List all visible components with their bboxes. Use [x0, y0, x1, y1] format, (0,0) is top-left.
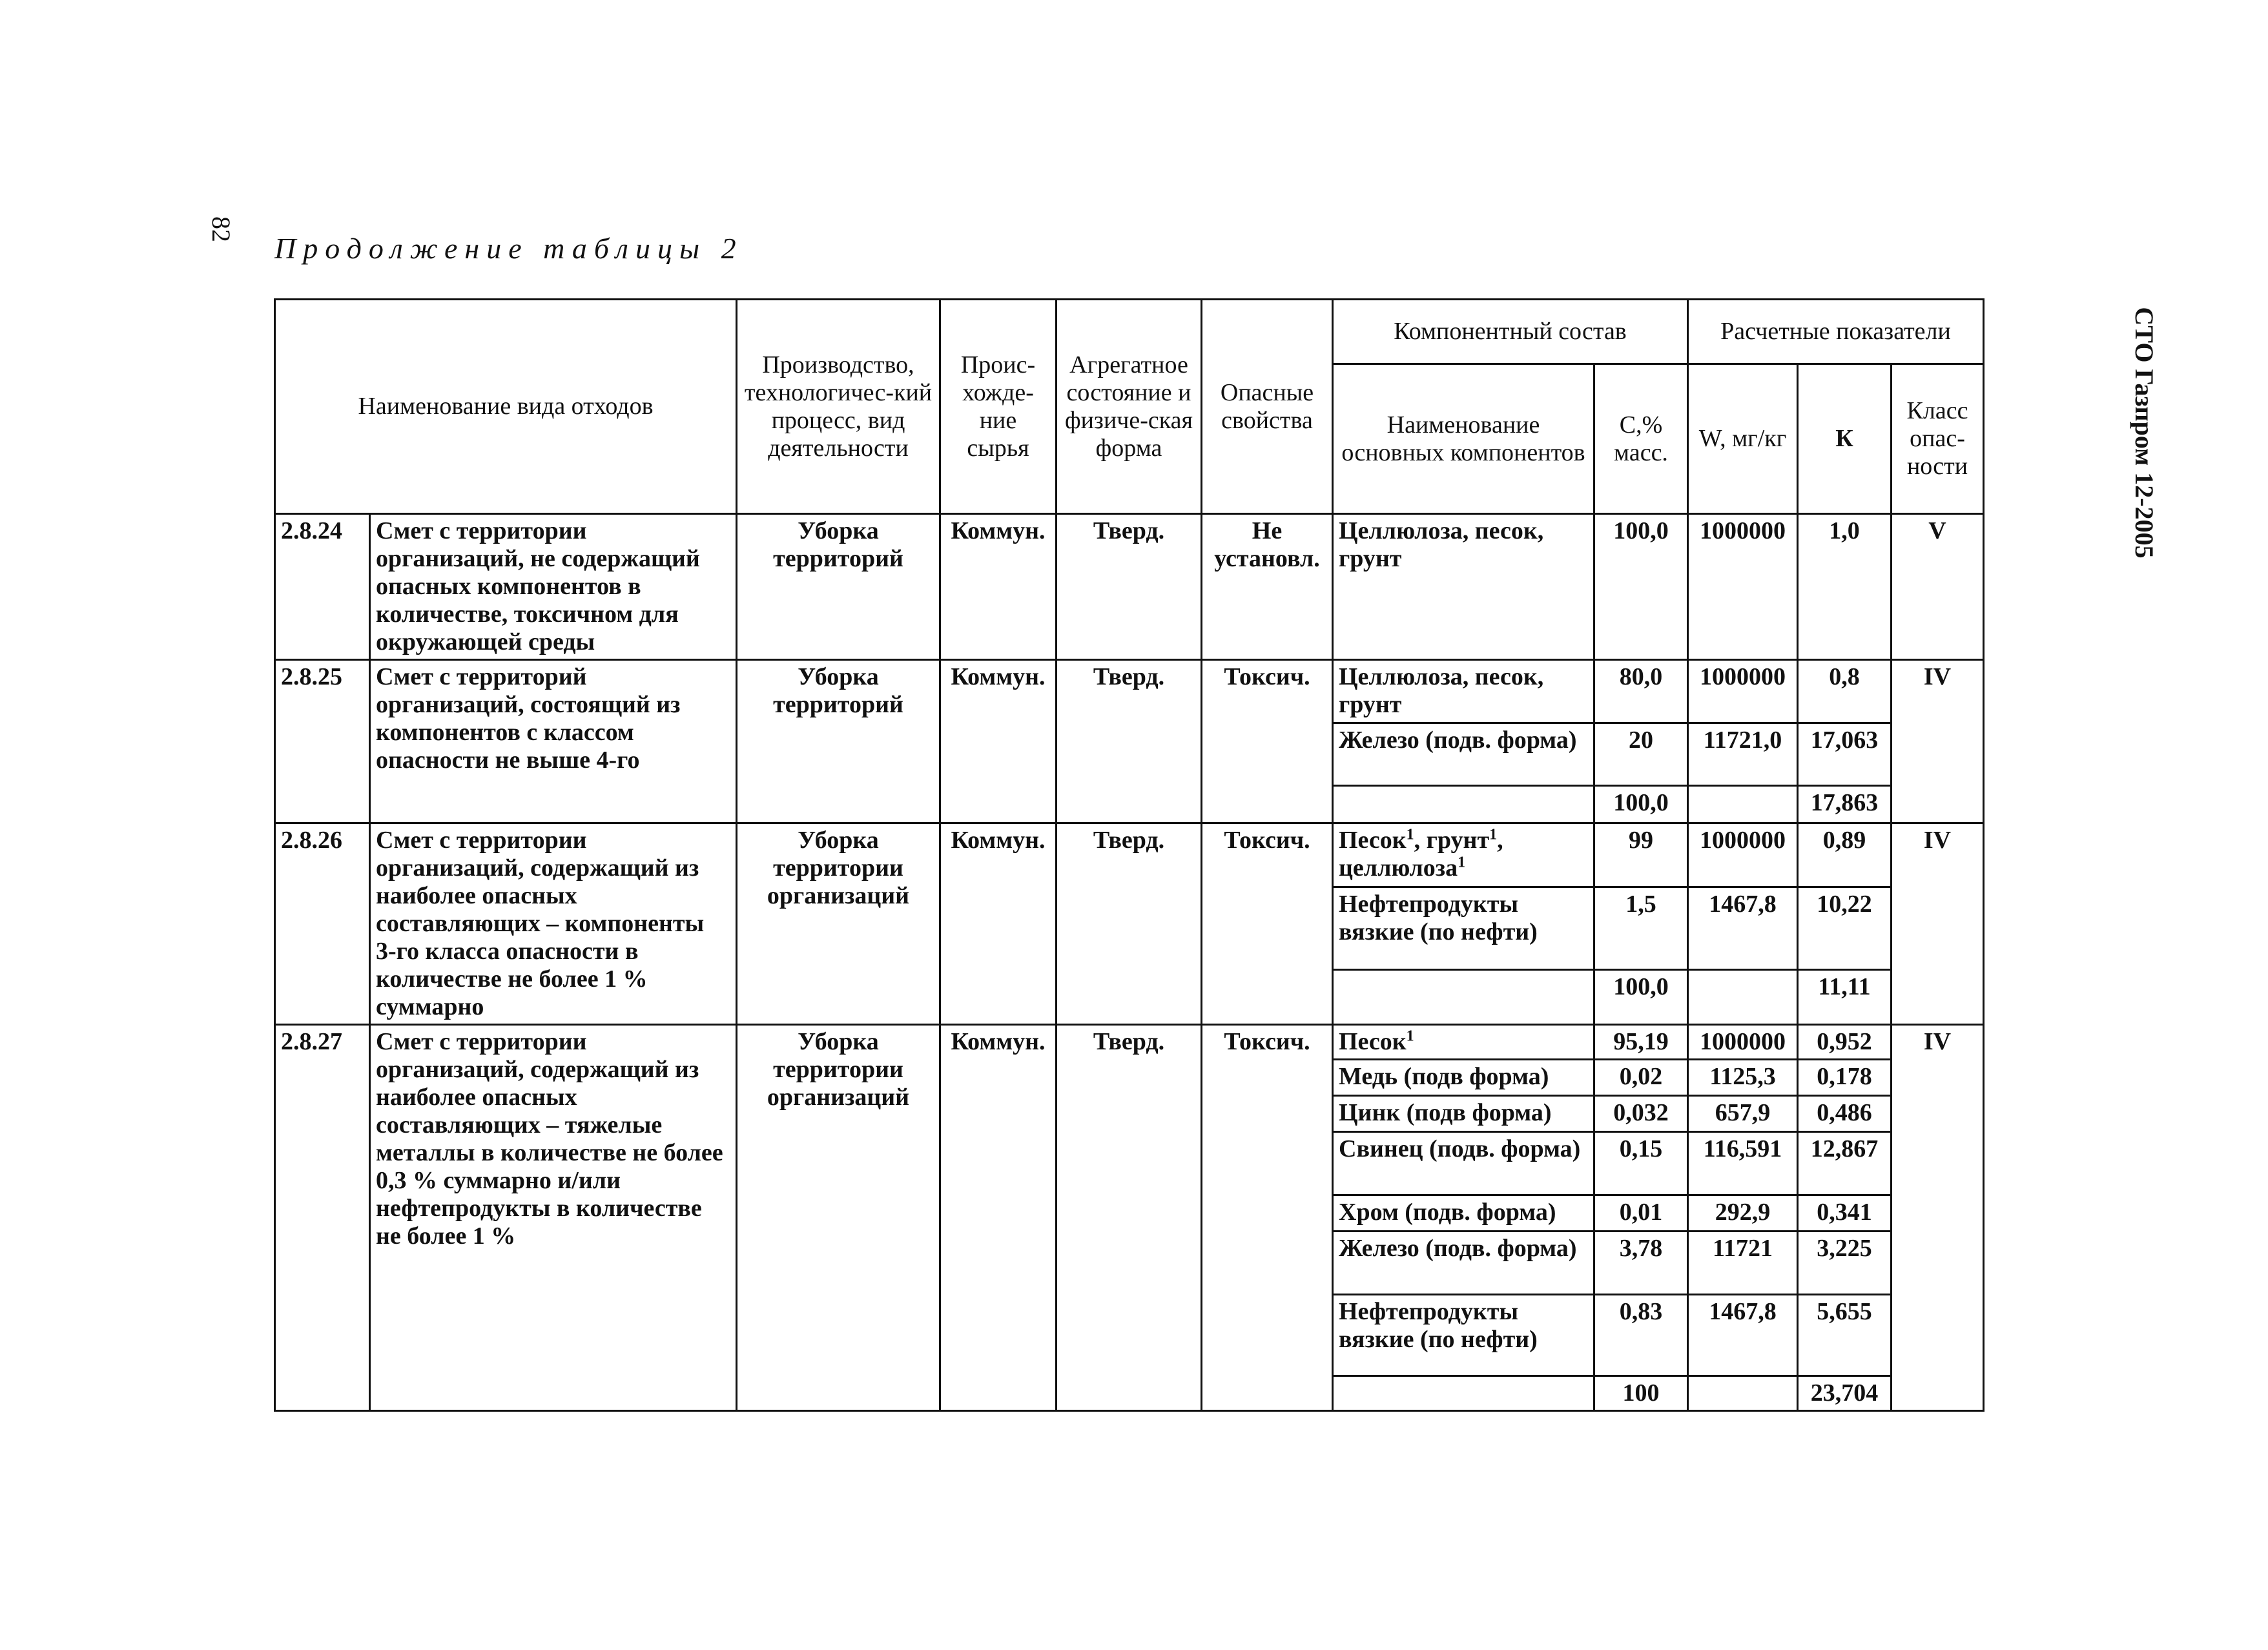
component-c: 100,0	[1594, 786, 1688, 823]
row-state: Тверд.	[1057, 823, 1202, 1025]
header-w: W, мг/кг	[1688, 364, 1798, 514]
row-state: Тверд.	[1057, 514, 1202, 660]
row-class: IV	[1892, 823, 1984, 1025]
component-name: Медь (подв форма)	[1333, 1060, 1594, 1096]
row-production: Уборка территории организаций	[737, 1025, 940, 1411]
component-w: 11721	[1688, 1232, 1798, 1295]
component-c: 1,5	[1594, 887, 1688, 969]
table-row	[275, 514, 1984, 660]
component-name	[1333, 969, 1594, 1024]
row-origin: Коммун.	[940, 823, 1057, 1025]
component-c: 0,02	[1594, 1060, 1688, 1096]
component-c: 99	[1594, 823, 1688, 887]
row-hazard: Токсич.	[1202, 823, 1333, 1025]
component-w: 1467,8	[1688, 887, 1798, 969]
component-name	[1333, 1376, 1594, 1411]
row-name: Смет с территорий организаций, состоящий из компонентов с классом опасности не выше 4-го	[370, 660, 737, 823]
component-name: Свинец (подв. форма)	[1333, 1132, 1594, 1195]
component-name: Целлюлоза, песок, грунт	[1333, 660, 1594, 723]
component-w: 1000000	[1688, 514, 1798, 660]
row-origin: Коммун.	[940, 1025, 1057, 1411]
row-state: Тверд.	[1057, 660, 1202, 823]
header-hazard: Опасные свойства	[1202, 300, 1333, 514]
component-k: 23,704	[1798, 1376, 1892, 1411]
component-name: Песок$^1$	[1333, 1025, 1594, 1060]
component-k: 1,0	[1798, 514, 1892, 660]
header-origin: Проис-хожде-ние сырья	[940, 300, 1057, 514]
row-class: V	[1892, 514, 1984, 660]
component-w: 1000000	[1688, 660, 1798, 723]
row-name: Смет с территории организаций, содержащий из наиболее опасных составляющих – компоненты 3-го класса опасности в количестве не более 1 % суммарно	[370, 823, 737, 1025]
component-k: 10,22	[1798, 887, 1892, 969]
component-w	[1688, 1376, 1798, 1411]
component-c: 100	[1594, 1376, 1688, 1411]
row-hazard: Токсич.	[1202, 1025, 1333, 1411]
component-k: 3,225	[1798, 1232, 1892, 1295]
component-k: 0,8	[1798, 660, 1892, 723]
row-name: Смет с территории организаций, не содержащий опасных компонентов в количестве, токсичном для окружающей среды	[370, 514, 737, 660]
row-hazard: Не установл.	[1202, 514, 1333, 660]
component-k: 0,89	[1798, 823, 1892, 887]
row-code: 2.8.27	[275, 1025, 370, 1411]
component-c: 0,15	[1594, 1132, 1688, 1195]
component-k: 0,178	[1798, 1060, 1892, 1096]
component-name: Нефтепродукты вязкие (по нефти)	[1333, 887, 1594, 969]
component-name	[1333, 786, 1594, 823]
component-w	[1688, 786, 1798, 823]
component-c: 0,01	[1594, 1195, 1688, 1232]
row-production: Уборка территорий	[737, 514, 940, 660]
component-k: 11,11	[1798, 969, 1892, 1024]
row-code: 2.8.24	[275, 514, 370, 660]
header-row-1	[275, 300, 1984, 364]
component-k: 0,486	[1798, 1096, 1892, 1132]
component-name: Нефтепродукты вязкие (по нефти)	[1333, 1295, 1594, 1376]
component-c: 80,0	[1594, 660, 1688, 723]
component-k: 5,655	[1798, 1295, 1892, 1376]
row-production: Уборка территории организаций	[737, 823, 940, 1025]
row-origin: Коммун.	[940, 514, 1057, 660]
component-k: 17,863	[1798, 786, 1892, 823]
row-hazard: Токсич.	[1202, 660, 1333, 823]
row-code: 2.8.25	[275, 660, 370, 823]
component-c: 20	[1594, 723, 1688, 786]
row-code: 2.8.26	[275, 823, 370, 1025]
component-w: 1000000	[1688, 1025, 1798, 1060]
component-k: 0,341	[1798, 1195, 1892, 1232]
header-calc-group: Расчетные показатели	[1688, 300, 1984, 364]
header-c-mass: С,% масс.	[1594, 364, 1688, 514]
row-production: Уборка территорий	[737, 660, 940, 823]
component-name: Железо (подв. форма)	[1333, 723, 1594, 786]
component-k: 12,867	[1798, 1132, 1892, 1195]
row-state: Тверд.	[1057, 1025, 1202, 1411]
component-name: Целлюлоза, песок, грунт	[1333, 514, 1594, 660]
table-row	[275, 823, 1984, 887]
component-w: 657,9	[1688, 1096, 1798, 1132]
row-name: Смет с территории организаций, содержащий из наиболее опасных составляющих – тяжелые металлы в количестве не более 0,3 % суммарно и/или нефтепродукты в количестве не более 1 %	[370, 1025, 737, 1411]
row-origin: Коммун.	[940, 660, 1057, 823]
component-w: 1125,3	[1688, 1060, 1798, 1096]
header-k: К	[1798, 364, 1892, 514]
component-c: 100,0	[1594, 514, 1688, 660]
header-component-name: Наименование основных компонентов	[1333, 364, 1594, 514]
page-number: 82	[207, 216, 236, 242]
component-c: 3,78	[1594, 1232, 1688, 1295]
table-row	[275, 1025, 1984, 1060]
component-w: 116,591	[1688, 1132, 1798, 1195]
component-w	[1688, 969, 1798, 1024]
header-component-group: Компонентный состав	[1333, 300, 1688, 364]
waste-table	[274, 298, 1984, 1412]
component-name: Цинк (подв форма)	[1333, 1096, 1594, 1132]
table-caption: Продолжение таблицы 2	[274, 232, 743, 265]
component-k: 0,952	[1798, 1025, 1892, 1060]
row-class: IV	[1892, 1025, 1984, 1411]
component-name: Песок$^1$, грунт$^1$, целлюлоза$^1$	[1333, 823, 1594, 887]
component-c: 95,19	[1594, 1025, 1688, 1060]
component-c: 0,032	[1594, 1096, 1688, 1132]
header-production: Производство, технологичес-кий процесс, вид деятельности	[737, 300, 940, 514]
header-class: Класс опас-ности	[1892, 364, 1984, 514]
header-state: Агрегатное состояние и физиче-ская форма	[1057, 300, 1202, 514]
document-code: СТО Газпром 12-2005	[2130, 307, 2159, 559]
component-c: 100,0	[1594, 969, 1688, 1024]
header-name: Наименование вида отходов	[275, 300, 737, 514]
component-w: 292,9	[1688, 1195, 1798, 1232]
component-w: 11721,0	[1688, 723, 1798, 786]
table-row	[275, 660, 1984, 723]
row-class: IV	[1892, 660, 1984, 823]
component-name: Железо (подв. форма)	[1333, 1232, 1594, 1295]
component-name: Хром (подв. форма)	[1333, 1195, 1594, 1232]
component-k: 17,063	[1798, 723, 1892, 786]
component-w: 1467,8	[1688, 1295, 1798, 1376]
component-w: 1000000	[1688, 823, 1798, 887]
component-c: 0,83	[1594, 1295, 1688, 1376]
